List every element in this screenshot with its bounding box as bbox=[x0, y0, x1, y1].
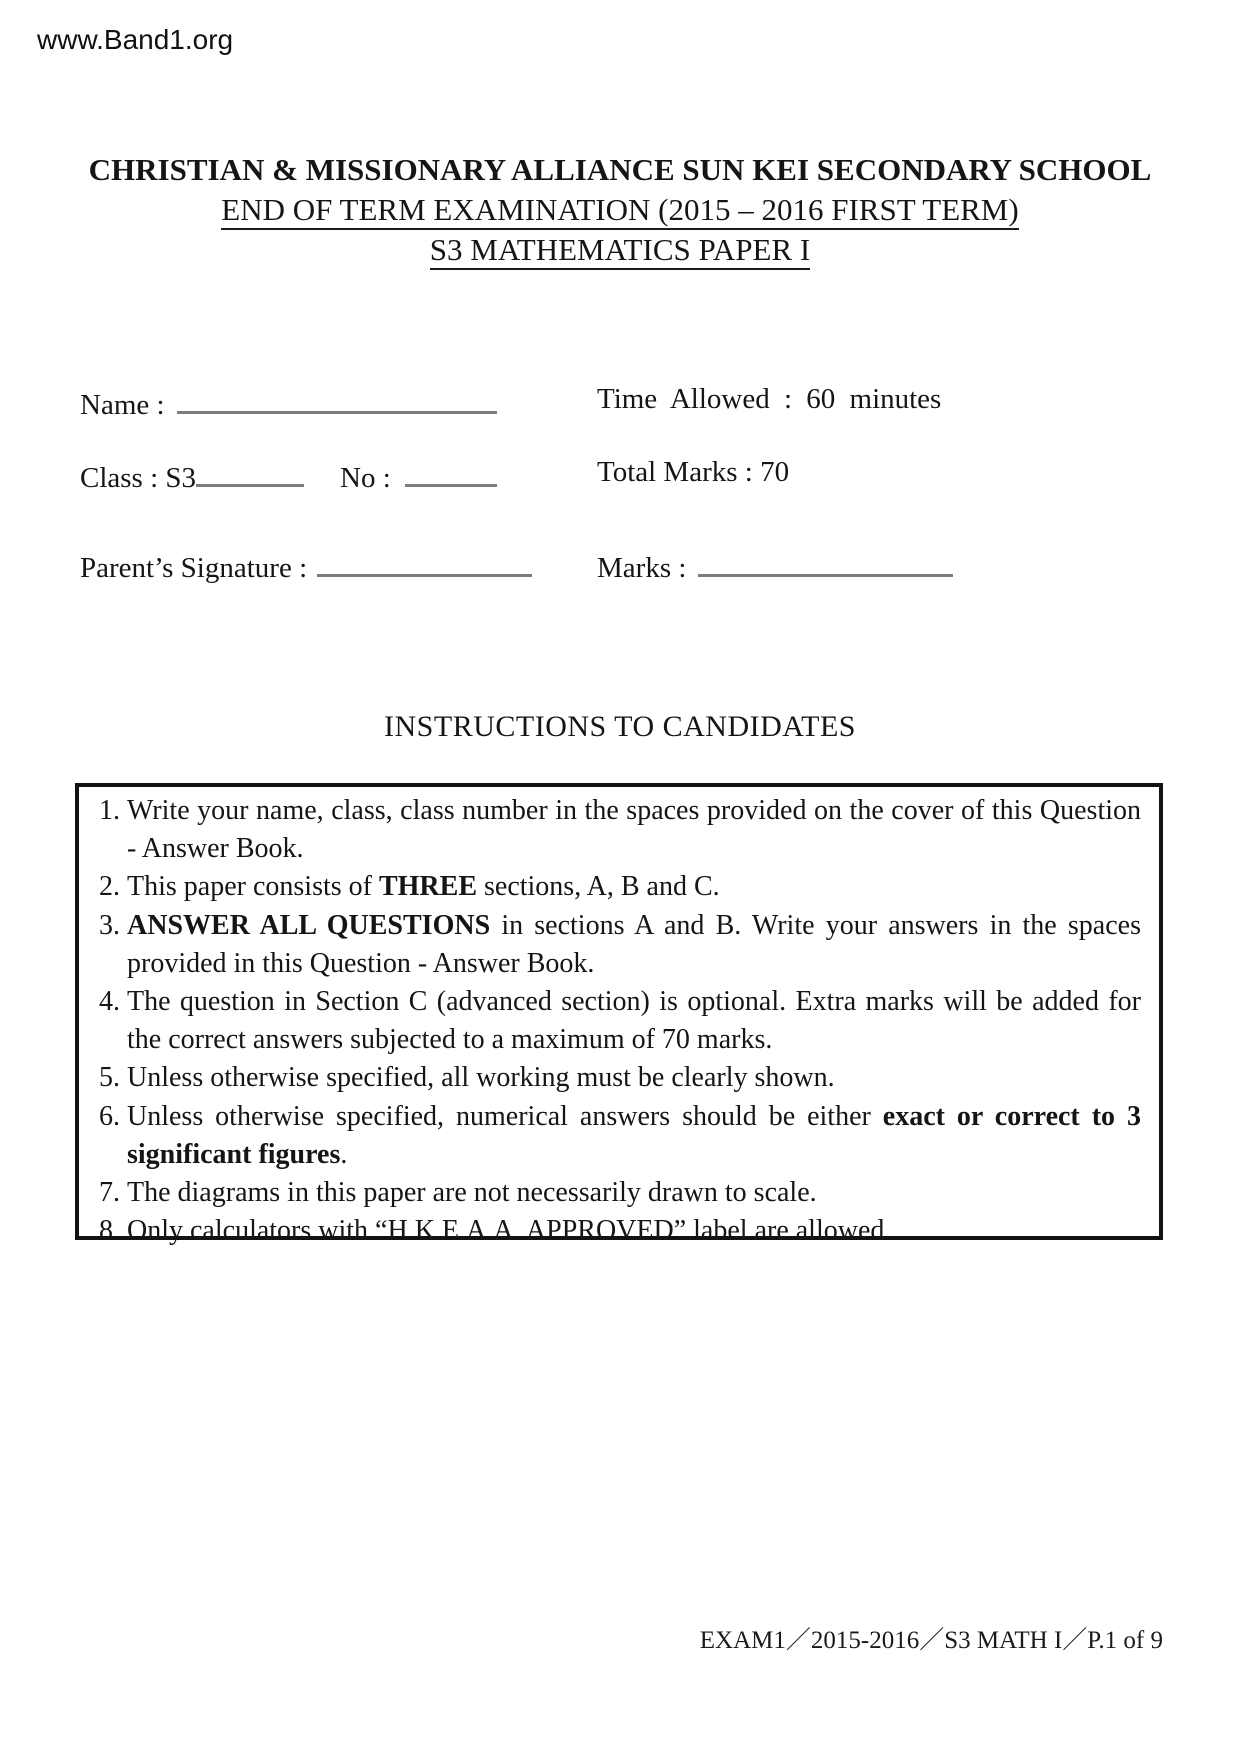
paper-title-text: S3 MATHEMATICS PAPER I bbox=[430, 232, 810, 270]
instruction-text bbox=[127, 907, 1141, 983]
instruction-text-segment: This paper consists of bbox=[127, 871, 379, 903]
no-blank-line bbox=[405, 456, 497, 487]
instruction-text-segment: Only calculators with “H.K.E.A.A. APPROVED” label are allowed. bbox=[127, 1215, 892, 1247]
parent-signature-label: Parent’s Signature : bbox=[80, 552, 308, 584]
instruction-text-segment: exact or correct to 3 significant figures bbox=[127, 1100, 1141, 1170]
marks-row bbox=[597, 546, 953, 585]
instruction-text-segment: ANSWER ALL QUESTIONS bbox=[127, 909, 491, 941]
paper-title bbox=[0, 230, 1240, 270]
instruction-text bbox=[127, 792, 1141, 868]
no-label: No : bbox=[340, 462, 391, 494]
instruction-text-segment: . bbox=[340, 1138, 348, 1170]
instruction-number: 4. bbox=[99, 986, 120, 1018]
parent-signature-row bbox=[80, 546, 532, 585]
instruction-item bbox=[79, 983, 1141, 1059]
instruction-text-segment: The question in Section C (advanced section) is optional. Extra marks will be added for the correct answers subjected to a maximum of 70 marks. bbox=[127, 986, 1141, 1056]
instruction-number: 7. bbox=[99, 1177, 120, 1209]
instruction-item bbox=[79, 907, 1141, 983]
instruction-item bbox=[79, 1174, 1141, 1212]
instruction-text-segment: THREE bbox=[378, 871, 477, 903]
instructions-list bbox=[79, 792, 1141, 1250]
instruction-number: 3. bbox=[99, 909, 120, 941]
total-marks-label: Total Marks : 70 bbox=[597, 456, 790, 488]
instruction-text-segment: Unless otherwise specified, numerical answers should be either bbox=[127, 1100, 883, 1132]
name-row bbox=[80, 383, 497, 422]
instruction-text-segment: Unless otherwise specified, all working must be clearly shown. bbox=[127, 1062, 835, 1094]
instruction-text bbox=[127, 1174, 1141, 1212]
exam-title-text: END OF TERM EXAMINATION (2015 – 2016 FIRST TERM) bbox=[221, 192, 1018, 230]
site-watermark: www.Band1.org bbox=[37, 24, 234, 55]
instruction-text-segment: sections, A, B and C. bbox=[477, 871, 720, 903]
instructions-box bbox=[75, 783, 1163, 1247]
instruction-number: 8. bbox=[99, 1215, 120, 1247]
class-label: Class : S3 bbox=[80, 462, 197, 494]
name-blank-line bbox=[177, 383, 497, 414]
class-blank-line bbox=[196, 456, 304, 487]
time-allowed-row bbox=[597, 383, 941, 416]
instruction-item bbox=[79, 868, 1141, 906]
instruction-text bbox=[127, 868, 1141, 906]
instruction-number: 1. bbox=[99, 795, 120, 826]
instruction-number: 2. bbox=[99, 871, 120, 903]
title-block bbox=[0, 150, 1240, 270]
marks-label: Marks : bbox=[597, 552, 687, 584]
instruction-text bbox=[127, 1098, 1141, 1174]
instruction-text-segment: The diagrams in this paper are not necessarily drawn to scale. bbox=[127, 1177, 817, 1209]
page-footer-reference: EXAM1／2015-2016／S3 MATH I／P.1 of 9 bbox=[699, 1627, 1163, 1654]
instruction-number: 6. bbox=[99, 1100, 120, 1132]
time-allowed-label: Time Allowed : 60 minutes bbox=[597, 383, 942, 415]
instruction-item bbox=[79, 1212, 1141, 1250]
instruction-item bbox=[79, 1059, 1141, 1097]
total-marks-row bbox=[597, 456, 789, 489]
class-no-gap bbox=[304, 486, 340, 487]
instruction-item bbox=[79, 792, 1141, 868]
marks-blank-line bbox=[698, 546, 953, 577]
instruction-item bbox=[79, 1098, 1141, 1174]
instruction-text-segment: Write your name, class, class number in the spaces provided on the cover of this Question - Answer Book. bbox=[127, 795, 1141, 865]
instruction-text-segment: in sections A and B. Write your answers in the spaces provided in this Question - Answer Book. bbox=[127, 909, 1141, 979]
school-name: CHRISTIAN & MISSIONARY ALLIANCE SUN KEI SECONDARY SCHOOL bbox=[88, 152, 1152, 187]
name-label: Name : bbox=[80, 389, 165, 421]
instruction-text bbox=[127, 983, 1141, 1059]
instructions-heading: INSTRUCTIONS TO CANDIDATES bbox=[384, 710, 856, 743]
parent-signature-blank-line bbox=[317, 546, 532, 577]
instruction-number: 5. bbox=[99, 1062, 120, 1094]
instruction-text bbox=[127, 1212, 1141, 1250]
exam-title bbox=[0, 190, 1240, 230]
class-row bbox=[80, 456, 497, 495]
instruction-text bbox=[127, 1059, 1141, 1097]
